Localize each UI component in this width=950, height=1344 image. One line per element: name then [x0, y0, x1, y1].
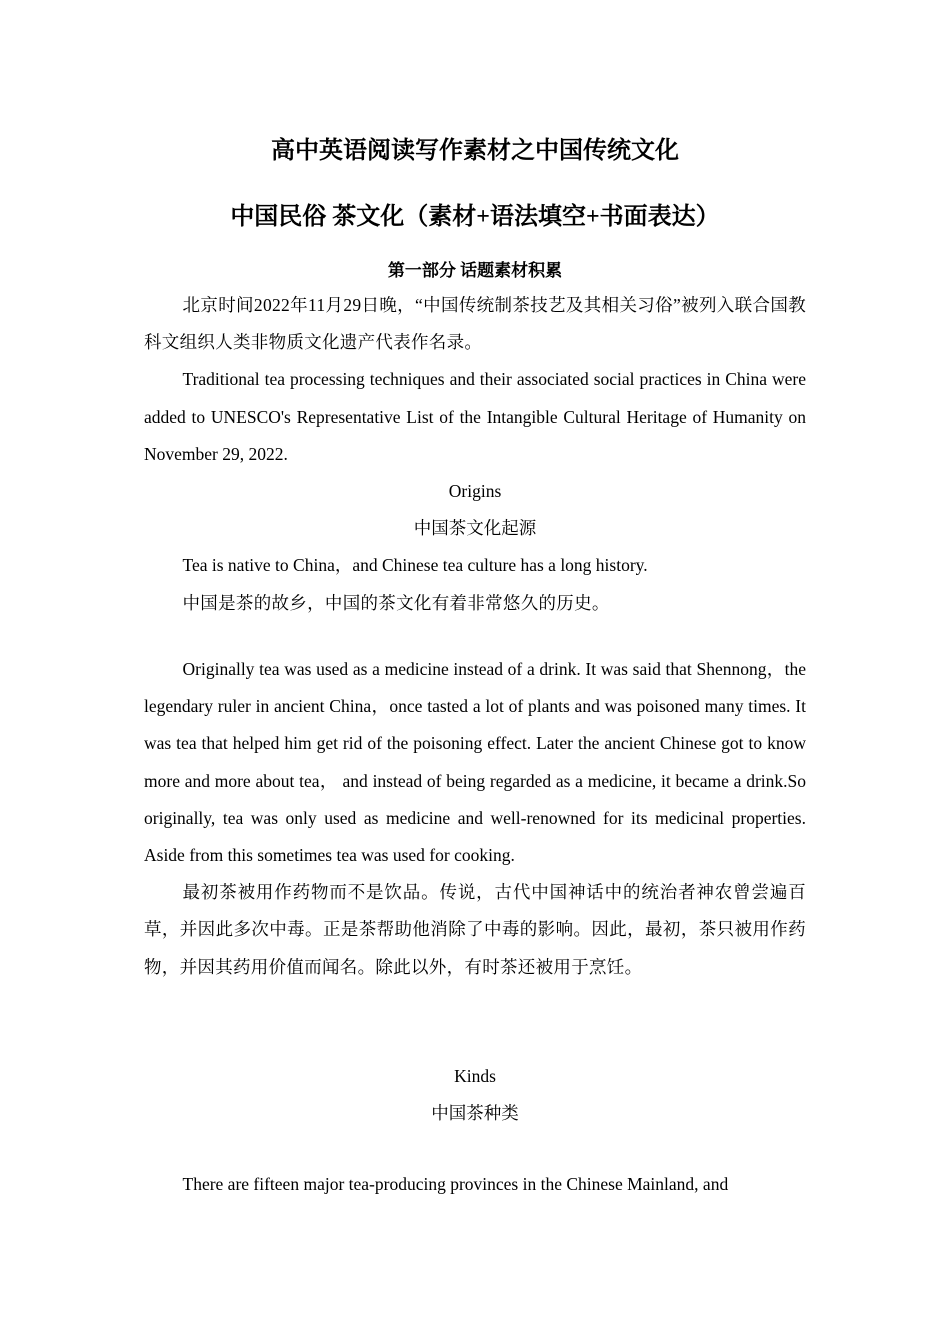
- intro-section: [144, 287, 806, 622]
- kinds-paragraph-en: There are fifteen major tea-producing provinces in the Chinese Mainland, and: [182, 1174, 729, 1194]
- document-subtitle: 中国民俗 茶文化（素材+语法填空+书面表达）: [230, 204, 720, 230]
- kinds-heading-en: Kinds: [454, 1066, 496, 1086]
- document-title: 高中英语阅读写作素材之中国传统文化: [271, 138, 679, 164]
- intro-paragraph-cn: 北京时间2022年11月29日晚，“中国传统制茶技艺及其相关习俗”被列入联合国教科文组织人类非物质文化遗产代表作名录。: [144, 295, 806, 353]
- kinds-heading-cn: 中国茶种类: [431, 1103, 519, 1124]
- kinds-paragraph-clip: [144, 1166, 806, 1203]
- intro-paragraph-en: Traditional tea processing techniques and their associated social practices in China were added to UNESCO's Representative List of the Intangible Cultural Heritage of Humanity on November 29, 2022.: [144, 369, 806, 464]
- section-heading: 第一部分 话题素材积累: [387, 261, 563, 280]
- origins-heading-en: Origins: [448, 481, 502, 502]
- origins-section: [144, 651, 806, 986]
- origins-paragraph-cn: 最初茶被用作药物而不是饮品。传说，古代中国神话中的统治者神农曾尝遍百草，并因此多次中毒。正是茶帮助他消除了中毒的影响。因此，最初，茶只被用作药物，并因其药用价值而闻名。除此以外，有时茶还被用于烹饪。: [144, 882, 806, 977]
- origins-line-cn: 中国是茶的故乡，中国的茶文化有着非常悠久的历史。: [182, 592, 610, 613]
- origins-paragraph-en: Originally tea was used as a medicine instead of a drink. It was said that Shennong，the legendary ruler in ancient China，once tasted a lot of plants and was poisoned many times. It was tea that helped him get rid of the poisoning effect. Later the ancient Chinese got to know more and more about tea， and instead of being regarded as a medicine, it became a drink.So originally, tea was only used as medicine and well-renowned for its medicinal properties. Aside from this sometimes tea was used for cooking.: [144, 659, 806, 866]
- origins-heading-cn: 中国茶文化起源: [413, 518, 537, 539]
- origins-line-en: Tea is native to China，and Chinese tea culture has a long history.: [182, 555, 648, 576]
- kinds-section: [144, 1058, 806, 1132]
